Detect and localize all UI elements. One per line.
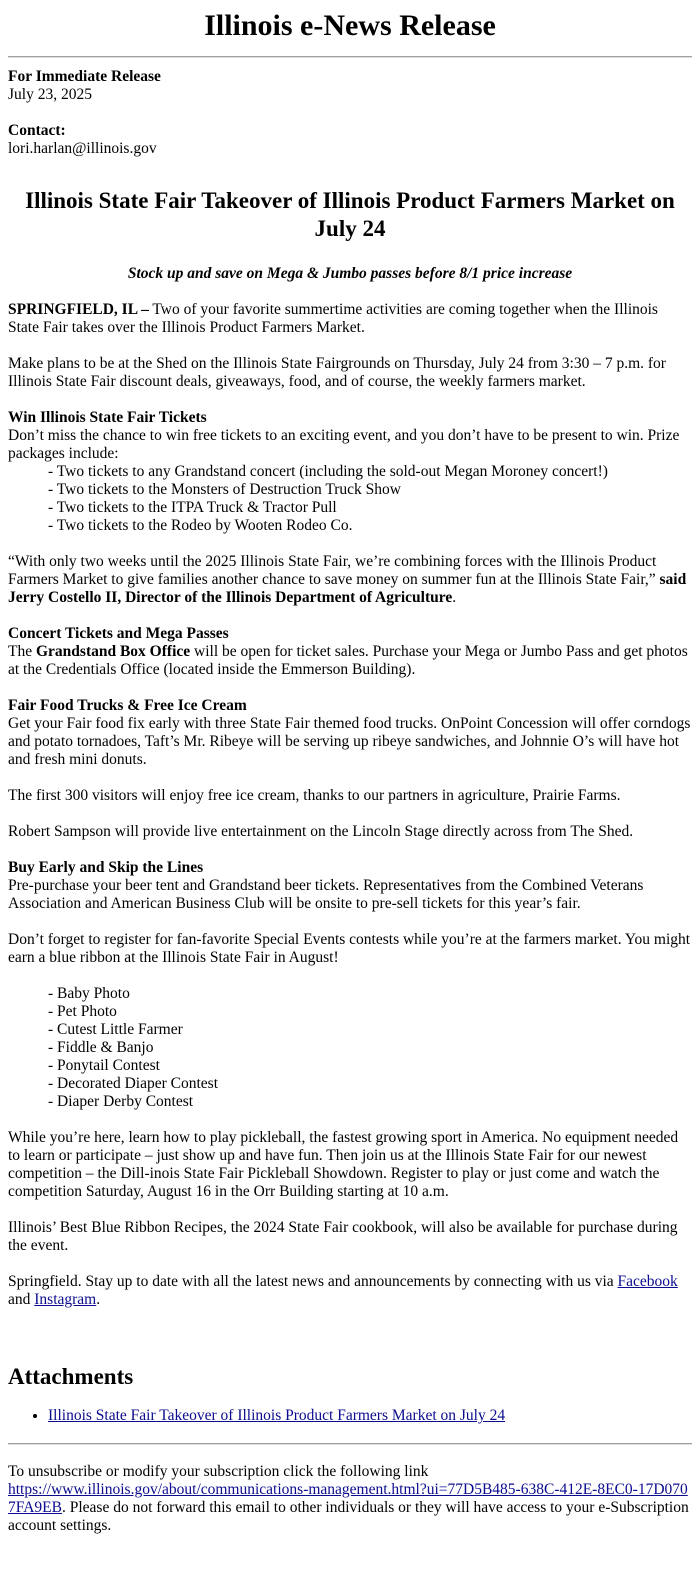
attachments-title: Attachments (8, 1364, 134, 1389)
article-headline: Illinois State Fair Takeover of Illinois Product Farmers Market on July 24 (25, 188, 675, 241)
footer-divider (8, 1443, 692, 1445)
quote-attribution: said Jerry Costello II, Director of the Illinois Department of Agriculture (8, 571, 687, 606)
unsubscribe-link[interactable]: https://www.illinois.gov/about/communications-management.html?ui=77D5B485-638C-412E-8EC0-17D0707FA9EB (8, 1481, 688, 1516)
buy-section-title: Buy Early and Skip the Lines (8, 859, 204, 876)
social-pre: Springfield. Stay up to date with all the latest news and announcements by connecting with us via (8, 1273, 618, 1290)
buy-section-text: Pre-purchase your beer tent and Grandstand beer tickets. Representatives from the Combined Veterans Association and American Business Club will be onsite to pre-sell tickets for this year’s fair. (8, 877, 644, 912)
contact-email: lori.harlan@illinois.gov (8, 140, 157, 157)
header-divider (8, 56, 692, 58)
quote-end: . (452, 589, 457, 606)
list-item: - Pet Photo (48, 1003, 692, 1021)
list-item: - Decorated Diaper Contest (48, 1075, 692, 1093)
cookbook-paragraph: Illinois’ Best Blue Ribbon Recipes, the 2024 State Fair cookbook, will also be available for purchase during the event. (8, 1219, 678, 1254)
list-item: - Diaper Derby Contest (48, 1093, 692, 1111)
win-section-title: Win Illinois State Fair Tickets (8, 409, 207, 426)
prize-list (8, 463, 692, 535)
attachment-link[interactable]: Illinois State Fair Takeover of Illinois Product Farmers Market on July 24 (48, 1407, 506, 1424)
quote-text: “With only two weeks until the 2025 Illinois State Fair, we’re combining forces with the Illinois Product Farmers Market to give families another chance to save money on summer fun at the Illinois State Fair,” (8, 553, 660, 588)
social-and: and (8, 1291, 35, 1308)
release-meta (8, 68, 692, 158)
attachments-list (8, 1407, 692, 1425)
quote-paragraph (8, 553, 692, 607)
plans-paragraph: Make plans to be at the Shed on the Illinois State Fairgrounds on Thursday, July 24 from 3:30 – 7 p.m. for Illinois State Fair discount deals, giveaways, food, and of course, the weekly farmers market. (8, 355, 666, 390)
footer-note: . Please do not forward this email to other individuals or they will have access to your e-Subscription account settings. (8, 1499, 689, 1534)
contests-paragraph: Don’t forget to register for fan-favorite Special Events contests while you’re at the farmers market. You might earn a blue ribbon at the Illinois State Fair in August! (8, 931, 691, 966)
intro-paragraph (8, 301, 692, 337)
list-item: - Two tickets to any Grandstand concert (including the sold-out Megan Moroney concert!) (48, 463, 692, 481)
list-item: - Fiddle & Banjo (48, 1039, 692, 1057)
contact-label: Contact: (8, 122, 66, 139)
list-item: - Two tickets to the ITPA Truck & Tractor Pull (48, 499, 692, 517)
list-item: - Baby Photo (48, 985, 692, 1003)
article-subhead: Stock up and save on Mega & Jumbo passes before 8/1 price increase (127, 265, 573, 282)
release-label: For Immediate Release (8, 68, 161, 85)
concert-section (8, 625, 692, 679)
footer (8, 1463, 692, 1535)
buy-section (8, 859, 692, 913)
facebook-link[interactable]: Facebook (617, 1273, 678, 1290)
concert-pre: The (8, 643, 36, 660)
concert-section-title: Concert Tickets and Mega Passes (8, 625, 229, 642)
list-item: - Cutest Little Farmer (48, 1021, 692, 1039)
instagram-link[interactable]: Instagram (34, 1291, 97, 1308)
entertainment-paragraph: Robert Sampson will provide live entertainment on the Lincoln Stage directly across from The Shed. (8, 823, 634, 840)
contest-list (8, 985, 692, 1111)
intro-text: Two of your favorite summertime activities are coming together when the Illinois State Fair takes over the Illinois Product Farmers Market. (8, 301, 658, 336)
food-section (8, 697, 692, 769)
page-title: Illinois e-News Release (204, 9, 496, 42)
list-item: - Two tickets to the Monsters of Destruction Truck Show (48, 481, 692, 499)
dateline: SPRINGFIELD, IL – (8, 301, 149, 318)
social-end: . (96, 1291, 101, 1308)
food-section-title: Fair Food Trucks & Free Ice Cream (8, 697, 247, 714)
pickleball-paragraph: While you’re here, learn how to play pickleball, the fastest growing sport in America. No equipment needed to learn or participate – just show up and have fun. Then join us at the Illinois State Fair for our newest competition – the Dill-inois State Fair Pickleball Showdown. Register to play or just come and watch the competition Saturday, August 16 in the Orr Building starting at 10 a.m. (8, 1129, 679, 1200)
unsubscribe-text: To unsubscribe or modify your subscription click the following link (8, 1463, 429, 1480)
concert-post: will be open for ticket sales. Purchase your Mega or Jumbo Pass and get photos at the Credentials Office (located inside the Emmerson Building). (8, 643, 688, 678)
win-section (8, 409, 692, 463)
list-item (48, 1407, 692, 1425)
list-item: - Two tickets to the Rodeo by Wooten Rodeo Co. (48, 517, 692, 535)
article-body (8, 301, 692, 1309)
food-section-text: Get your Fair food fix early with three State Fair themed food trucks. OnPoint Concession will offer corndogs and potato tornadoes, Taft’s Mr. Ribeye will be serving up ribeye sandwiches, and Johnnie O’s will have hot and fresh mini donuts. (8, 715, 691, 768)
list-item: - Ponytail Contest (48, 1057, 692, 1075)
ice-cream-paragraph: The first 300 visitors will enjoy free ice cream, thanks to our partners in agriculture, Prairie Farms. (8, 787, 621, 804)
release-date: July 23, 2025 (8, 86, 92, 103)
page (0, 8, 700, 1535)
box-office: Grandstand Box Office (35, 643, 191, 660)
social-paragraph (8, 1273, 692, 1309)
win-section-text: Don’t miss the chance to win free tickets to an exciting event, and you don’t have to be present to win. Prize packages include: (8, 427, 680, 462)
